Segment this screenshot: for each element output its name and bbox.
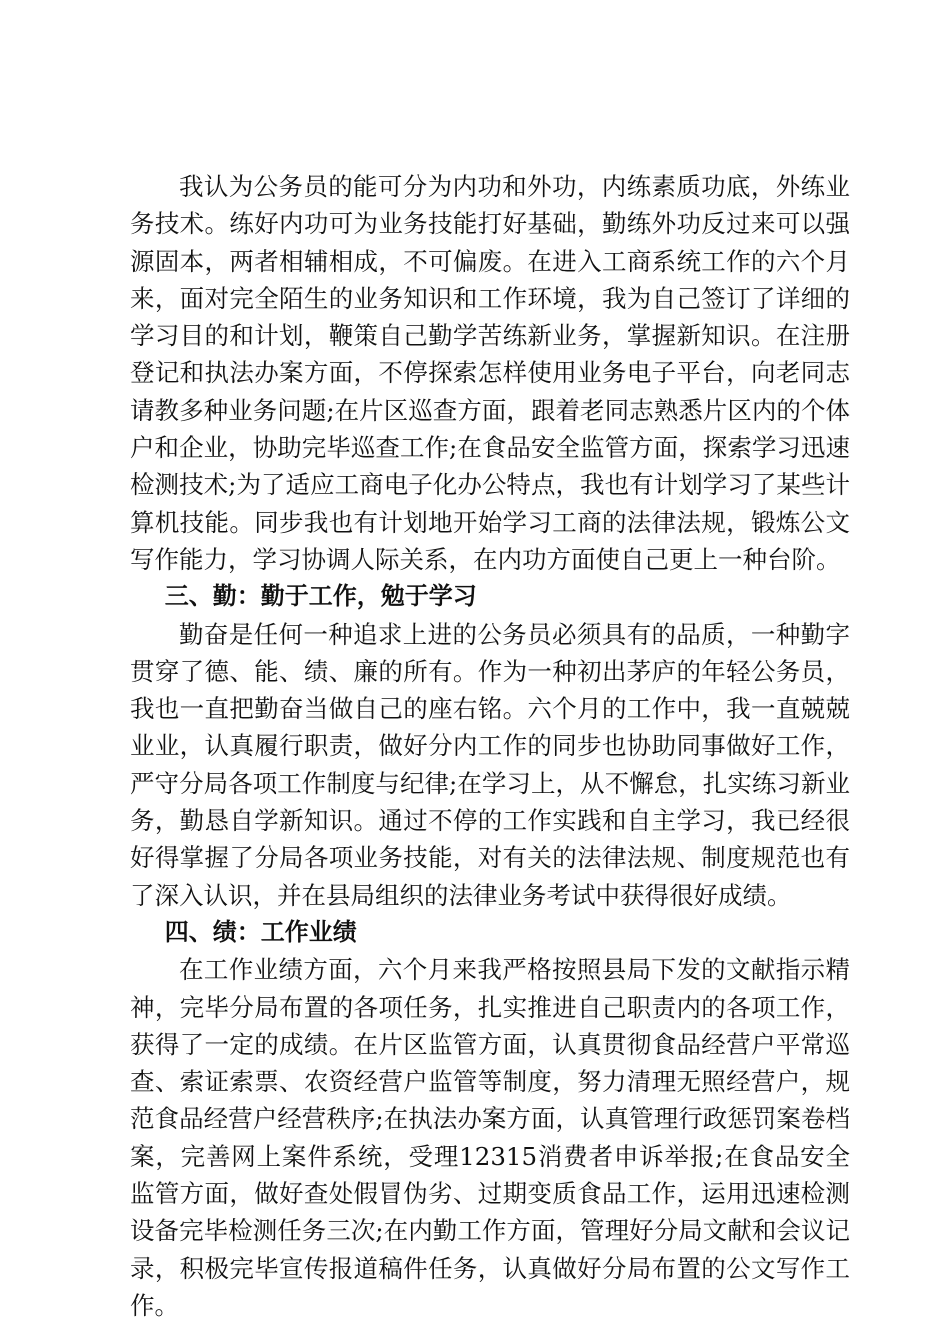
paragraph-inner-outer-skills: 我认为公务员的能可分为内功和外功，内练素质功底，外练业务技术。练好内功可为业务技能打好基础，勤练外功反过来可以强源固本，两者相辅相成，不可偏废。在进入工商系统工作的六个月来，面对完全陌生的业务知识和工作环境，我为自己签订了详细的学习目的和计划，鞭策自己勤学苦练新业务，掌握新知识。在注册登记和执法办案方面，不停探索怎样使用业务电子平台，向老同志请教多种业务问题;在片区巡查方面，跟着老同志熟悉片区内的个体户和企业，协助完毕巡查工作;在食品安全监管方面，探索学习迅速检测技术;为了适应工商电子化办公特点，我也有计划学习了某些计算机技能。同步我也有计划地开始学习工商的法律法规，锻炼公文写作能力，学习协调人际关系，在内功方面使自己更上一种台阶。 [130,172,850,574]
document-body [130,168,850,1324]
section-heading-performance: 四、绩：工作业绩 [164,917,357,946]
paragraph-diligence: 勤奋是任何一种追求上进的公务员必须具有的品质，一种勤字贯穿了德、能、绩、廉的所有。作为一种初出茅庐的年轻公务员，我也一直把勤奋当做自己的座右铭。六个月的工作中，我一直兢兢业业，认真履行职责，做好分内工作的同步也协助同事做好工作，严守分局各项工作制度与纪律;在学习上，从不懈怠，扎实练习新业务，勤恳自学新知识。通过不停的工作实践和自主学习，我已经很好得掌握了分局各项业务技能，对有关的法律法规、制度规范也有了深入认识，并在县局组织的法律业务考试中获得很好成绩。 [130,619,850,910]
section-heading-diligence: 三、勤：勤于工作，勉于学习 [164,582,477,611]
paragraph-performance: 在工作业绩方面，六个月来我严格按照县局下发的文献指示精神，完毕分局布置的各项任务，扎实推进自己职责内的各项工作，获得了一定的成绩。在片区监管方面，认真贯彻食品经营户平常巡查、索证索票、农资经营户监管等制度，努力清理无照经营户，规范食品经营户经营秩序;在执法办案方面，认真管理行政惩罚案卷档案，完善网上案件系统，受理12315消费者申诉举报;在食品安全监管方面，做好查处假冒伪劣、过期变质食品工作，运用迅速检测设备完毕检测任务三次;在内勤工作方面，管理好分局文献和会议记录，积极完毕宣传报道稿件任务，认真做好分局布置的公文写作工作。 [130,955,850,1320]
